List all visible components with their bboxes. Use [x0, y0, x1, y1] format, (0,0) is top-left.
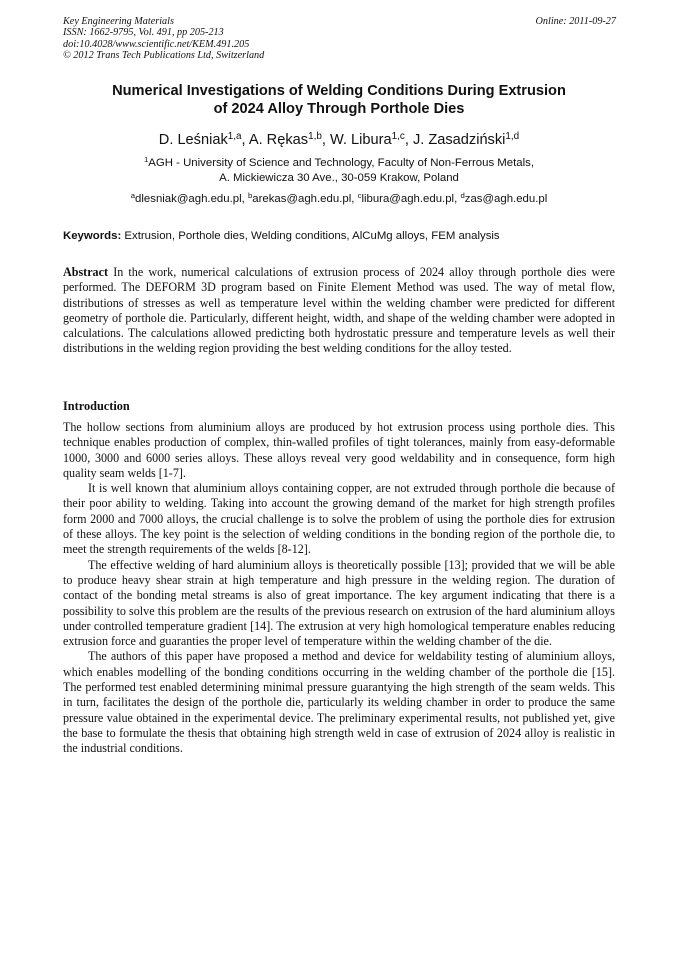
email-mark: d — [460, 191, 465, 201]
journal-header — [63, 16, 264, 61]
paragraph: The authors of this paper have proposed a method and device for weldability testing of aluminium alloys, which enables modelling of the bonding conditions occurring in the welding chamber of the porthole die [15]. The performed test enabled determining minimal pressure guarantying the high strength of the seam welds. This in turn, facilitates the design of the porthole die, particularly its welding chamber in order to produce the same pressure value obtained in the experimental device. The preliminary experimental results, not published yet, give the base to formulate the thesis that obtaining high strength weld in case of extrusion of 2024 alloy is realistic in the industrial conditions. — [63, 649, 615, 756]
author-name: D. Leśniak — [158, 132, 228, 148]
email-mark: a — [130, 191, 136, 201]
affiliation-mark: 1 — [143, 155, 149, 165]
paragraph: The effective welding of hard aluminium alloys is theoretically possible [13]; provided that we will be able to produce heavy shear strain at high temperature and high pressure in the welding region. The duration of contact of the bonding metal streams is also of great importance. The key argument indicating that there is a possibility to solve this problem are the results of the previous research on extrusion of the hard aluminium alloys under controlled temperature gradient [14]. The extrusion at very high homological temperature enables reducing extrusion force and guaranties the proper level of temperature within the welding chamber of the die. — [63, 557, 615, 649]
keywords-label: Keywords: — [63, 230, 122, 242]
author-name: J. Zasadziński — [412, 132, 506, 148]
author-affiliation-mark: 1,a — [227, 131, 242, 143]
keywords-text: Extrusion, Porthole dies, Welding conditions, AlCuMg alloys, FEM analysis — [124, 230, 500, 242]
abstract-text: In the work, numerical calculations of extrusion process of 2024 alloy through porthole dies were performed. The DEFORM 3D program based on Finite Element Method was used. The way of metal flow, distributions of stresses as well as temperature level within the welding chamber were predicted for different geometry of porthole die. Particularly, different height, width, and shape of the welding chamber were adopted in calculations. The calculations allowed predicting both hydrostatic pressure and temperature levels as well their distributions in the welding region providing the best welding conditions for the alloy tested. — [63, 265, 615, 356]
author-name: W. Libura — [329, 132, 392, 148]
author-name: A. Rękas — [248, 132, 309, 148]
section-heading-introduction: Introduction — [63, 399, 130, 413]
paragraph: It is well known that aluminium alloys containing copper, are not extruded through porthole die because of their poor ability to welding. Taking into account the growing demand of the market for high strength profiles form 2000 and 7000 alloys, the crucial challenge is to solve the problem of using the porthole dies for extrusion of these alloys. The key point is the selection of welding conditions in the bonding region of the porthole die, to meet the strength requirements of the welds [8-12]. — [63, 481, 615, 557]
email-link[interactable]: dlesniak@agh.edu.pl — [135, 193, 242, 205]
journal-name: Key Engineering Materials — [63, 16, 174, 27]
author-affiliation-mark: 1,c — [391, 131, 405, 143]
paper-title-line-1: Numerical Investigations of Welding Conditions During Extrusion — [112, 83, 566, 99]
paragraph: The hollow sections from aluminium alloys are produced by hot extrusion process using porthole dies. This technique enables production of complex, thin-walled profiles of tight tolerances, mainly from easy-deformable 1000, 3000 and 6000 series alloys. These alloys reveal very good weldability and in consequence, form high quality seam welds [1-7]. — [63, 420, 615, 480]
email-link[interactable]: libura@agh.edu.pl — [361, 193, 455, 205]
journal-issn: ISSN: 1662-9795, Vol. 491, pp 205-213 — [63, 27, 224, 39]
affiliation-line-2: A. Mickiewicza 30 Ave., 30-059 Krakow, Poland — [219, 172, 459, 184]
paper-title-line-2: of 2024 Alloy Through Porthole Dies — [213, 101, 465, 117]
author-emails: $^a$dlesniak@agh.edu.pl, $^b$arekas@agh.edu.pl, $^c$libura@agh.edu.pl, $^d$zas@agh.edu.pl — [130, 191, 548, 205]
author-affiliation-mark: 1,d — [505, 131, 520, 143]
introduction-body — [63, 420, 615, 757]
keywords — [63, 229, 615, 244]
journal-copyright: © 2012 Trans Tech Publications Ltd, Switzerland — [63, 49, 265, 61]
author-affiliation-mark: 1,b — [308, 131, 322, 143]
journal-doi: doi:10.4028/www.scientific.net/KEM.491.205 — [63, 38, 250, 50]
paper-title — [63, 82, 615, 118]
online-date: Online: 2011-09-27 — [535, 16, 616, 27]
email-link[interactable]: arekas@agh.edu.pl — [252, 193, 352, 205]
email-mark: b — [247, 191, 253, 201]
affiliation-line-1: AGH - University of Science and Technology, Faculty of Non-Ferrous Metals, — [148, 157, 535, 169]
abstract — [63, 265, 615, 357]
author-list: D. Leśniak$^{1,a}$, A. Rękas$^{1,b}$, W. Libura$^{1,c}$, J. Zasadziński$^{1,d}$ — [158, 131, 520, 148]
affiliation — [63, 156, 615, 186]
abstract-label: Abstract — [63, 265, 109, 279]
email-mark: c — [357, 191, 362, 201]
email-link[interactable]: zas@agh.edu.pl — [464, 193, 548, 205]
